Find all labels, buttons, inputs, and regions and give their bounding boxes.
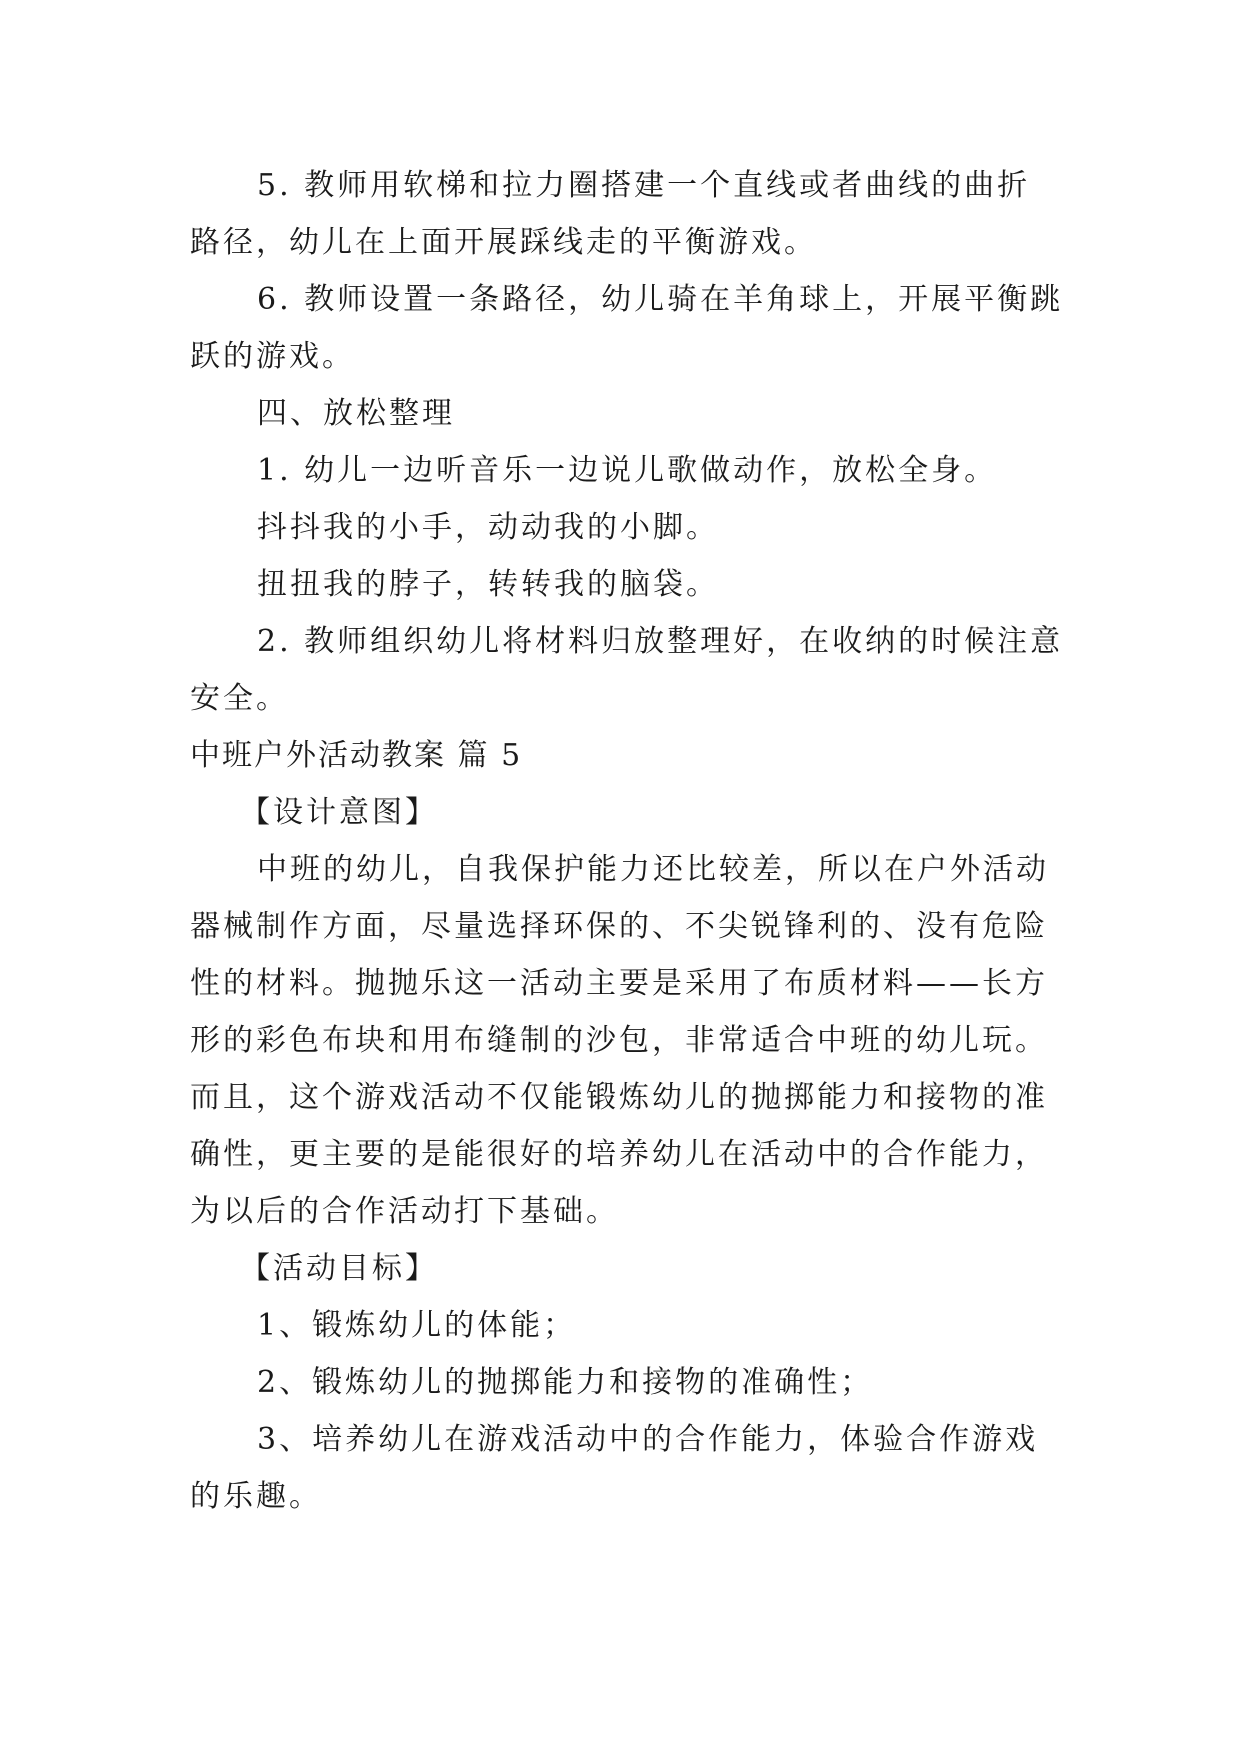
paragraph-line: 确性，更主要的是能很好的培养幼儿在活动中的合作能力，: [190, 1137, 1048, 1172]
paragraph-line: 安全。: [190, 681, 289, 716]
list-item: 2、锻炼幼儿的抛掷能力和接物的准确性；: [257, 1365, 874, 1400]
paragraph-line: 6. 教师设置一条路径，幼儿骑在羊角球上，开展平衡跳: [257, 282, 1064, 317]
paragraph-line: 性的材料。抛抛乐这一活动主要是采用了布质材料——长方: [190, 966, 1048, 1001]
paragraph-line: 为以后的合作活动打下基础。: [190, 1194, 619, 1229]
paragraph-line: 形的彩色布块和用布缝制的沙包，非常适合中班的幼儿玩。: [190, 1023, 1048, 1058]
paragraph-line: 5. 教师用软梯和拉力圈搭建一个直线或者曲线的曲折: [257, 168, 1031, 203]
rhyme-line: 抖抖我的小手，动动我的小脚。: [257, 510, 719, 545]
paragraph-line: 跃的游戏。: [190, 339, 355, 374]
paragraph-line: 器械制作方面，尽量选择环保的、不尖锐锋利的、没有危险: [190, 909, 1048, 944]
section-heading: 【设计意图】: [240, 795, 438, 830]
list-item: 的乐趣。: [190, 1479, 322, 1514]
section-heading: 四、放松整理: [257, 396, 455, 431]
section-heading: 【活动目标】: [240, 1251, 438, 1286]
paragraph-line: 1. 幼儿一边听音乐一边说儿歌做动作，放松全身。: [257, 453, 998, 488]
paragraph-line: 中班的幼儿，自我保护能力还比较差，所以在户外活动: [257, 852, 1049, 887]
paragraph-line: 2. 教师组织幼儿将材料归放整理好，在收纳的时候注意: [257, 624, 1064, 659]
paragraph-line: 而且，这个游戏活动不仅能锻炼幼儿的抛掷能力和接物的准: [190, 1080, 1048, 1115]
paragraph-line: 路径，幼儿在上面开展踩线走的平衡游戏。: [190, 225, 817, 260]
rhyme-line: 扭扭我的脖子，转转我的脑袋。: [257, 567, 719, 602]
document-title: 中班户外活动教案 篇 5: [190, 738, 523, 773]
list-item: 1、锻炼幼儿的体能；: [257, 1308, 577, 1343]
list-item: 3、培养幼儿在游戏活动中的合作能力，体验合作游戏: [257, 1422, 1039, 1457]
